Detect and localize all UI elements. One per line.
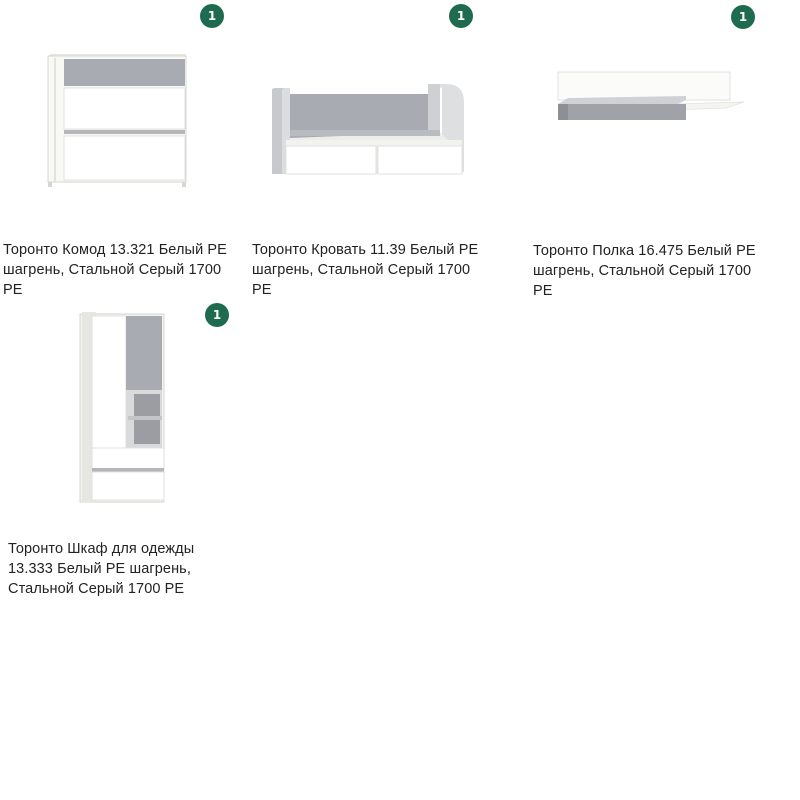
wardrobe-icon xyxy=(78,310,168,506)
product-title[interactable]: Торонто Шкаф для одежды 13.333 Белый PE шагрень, Стальной Серый 1700 PE xyxy=(8,541,195,597)
product-card[interactable] xyxy=(0,0,245,300)
product-title[interactable]: Торонто Полка 16.475 Белый PE шагрень, Стальной Серый 1700 PE xyxy=(533,243,756,299)
product-title[interactable]: Торонто Комод 13.321 Белый PE шагрень, Стальной Серый 1700 PE xyxy=(3,242,227,298)
quantity-badge: 1 xyxy=(200,4,224,28)
bed-icon xyxy=(268,80,474,180)
quantity-badge: 1 xyxy=(731,5,755,29)
product-card[interactable] xyxy=(0,300,245,600)
quantity-badge: 1 xyxy=(205,303,229,327)
product-card[interactable] xyxy=(530,0,770,300)
dresser-icon xyxy=(44,52,190,188)
product-title[interactable]: Торонто Кровать 11.39 Белый PE шагрень, Стальной Серый 1700 PE xyxy=(252,242,479,298)
product-image[interactable] xyxy=(554,70,750,126)
quantity-badge: 1 xyxy=(449,4,473,28)
product-card[interactable] xyxy=(250,0,490,300)
product-image[interactable] xyxy=(44,52,190,188)
wall-shelf-icon xyxy=(554,70,750,126)
product-image[interactable] xyxy=(78,310,168,506)
product-image[interactable] xyxy=(268,80,474,180)
